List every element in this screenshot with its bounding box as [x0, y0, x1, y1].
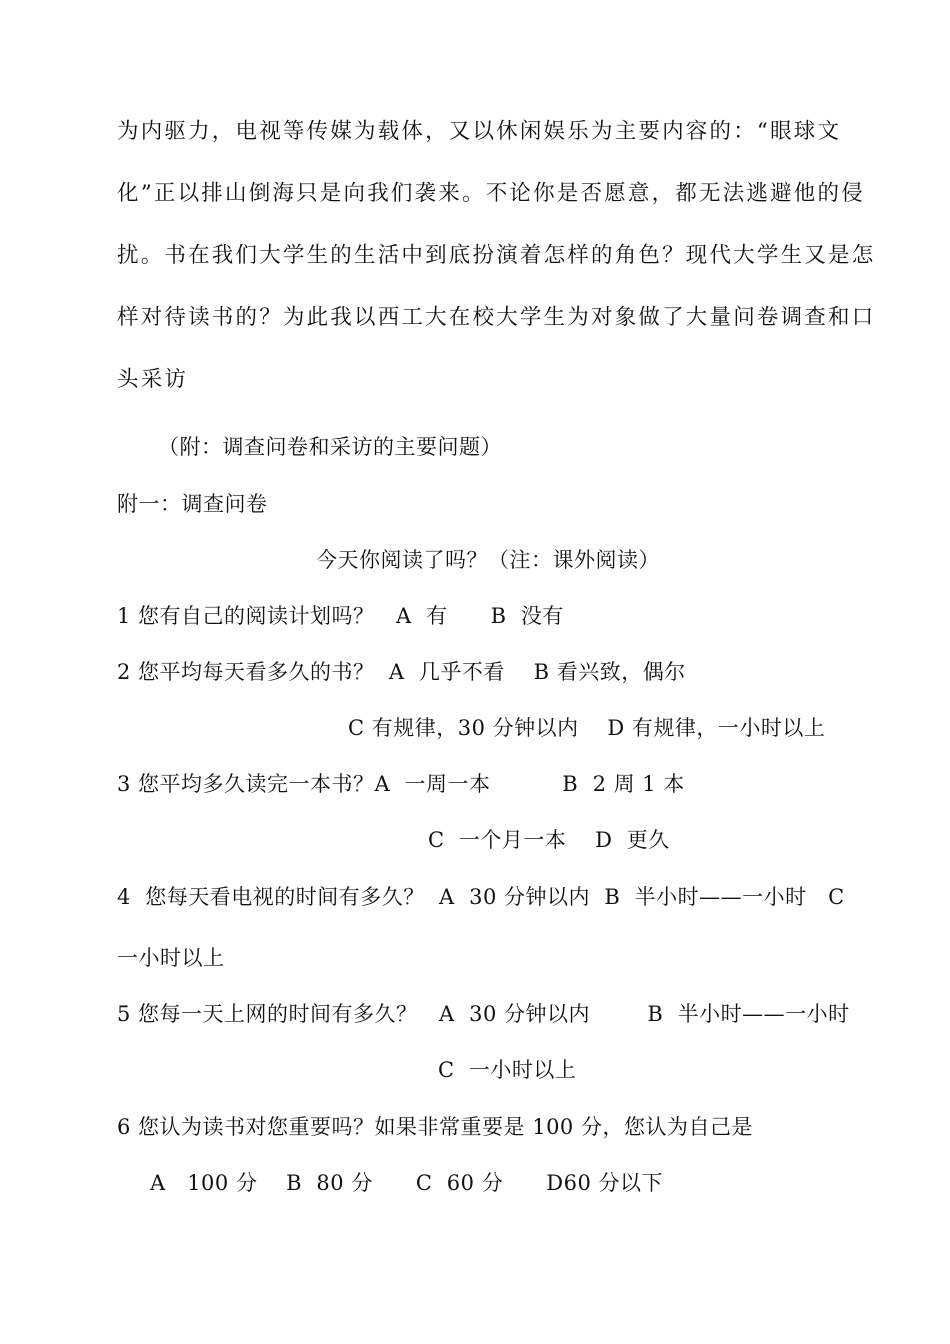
paragraph-line: 扰。书在我们大学生的生活中到底扮演着怎样的角色？现代大学生又是怎 — [117, 243, 876, 268]
question-3: 3 您平均多久读完一本书？A 一周一本 B 2 周 1 本 — [117, 772, 685, 796]
question-2: 2 您平均每天看多久的书？ A 几乎不看 B 看兴致，偶尔 — [117, 660, 686, 684]
survey-title: 今天你阅读了吗？（注：课外阅读） — [316, 548, 660, 572]
paragraph-line: 头采访 — [117, 367, 189, 392]
question-5-options: C 一小时以上 — [438, 1058, 577, 1082]
paragraph-line: 样对待读书的？为此我以西工大在校大学生为对象做了大量问卷调查和口 — [117, 305, 876, 330]
question-6-options: A 100 分 B 80 分 C 60 分 D60 分以下 — [150, 1171, 663, 1195]
paragraph-line: 为内驱力，电视等传媒为载体，又以休闲娱乐为主要内容的：“眼球文 — [117, 119, 842, 144]
question-6: 6 您认为读书对您重要吗？如果非常重要是 100 分，您认为自己是 — [117, 1115, 753, 1139]
question-3-options: C 一个月一本 D 更久 — [428, 828, 670, 852]
question-1: 1 您有自己的阅读计划吗？ A 有 B 没有 — [117, 604, 564, 628]
question-2-options: C 有规律，30 分钟以内 D 有规律，一小时以上 — [348, 716, 826, 740]
question-5: 5 您每一天上网的时间有多久？ A 30 分钟以内 B 半小时——一小时 — [117, 1002, 850, 1026]
attachment-note: （附：调查问卷和采访的主要问题） — [158, 435, 502, 459]
intro-paragraph — [117, 118, 876, 428]
question-4-continued: 一小时以上 — [117, 946, 225, 970]
paragraph-line: 化”正以排山倒海只是向我们袭来。不论你是否愿意，都无法逃避他的侵 — [117, 181, 865, 206]
appendix-heading: 附一：调查问卷 — [117, 492, 268, 516]
question-4: 4 您每天看电视的时间有多久？ A 30 分钟以内 B 半小时——一小时 C — [117, 885, 845, 909]
